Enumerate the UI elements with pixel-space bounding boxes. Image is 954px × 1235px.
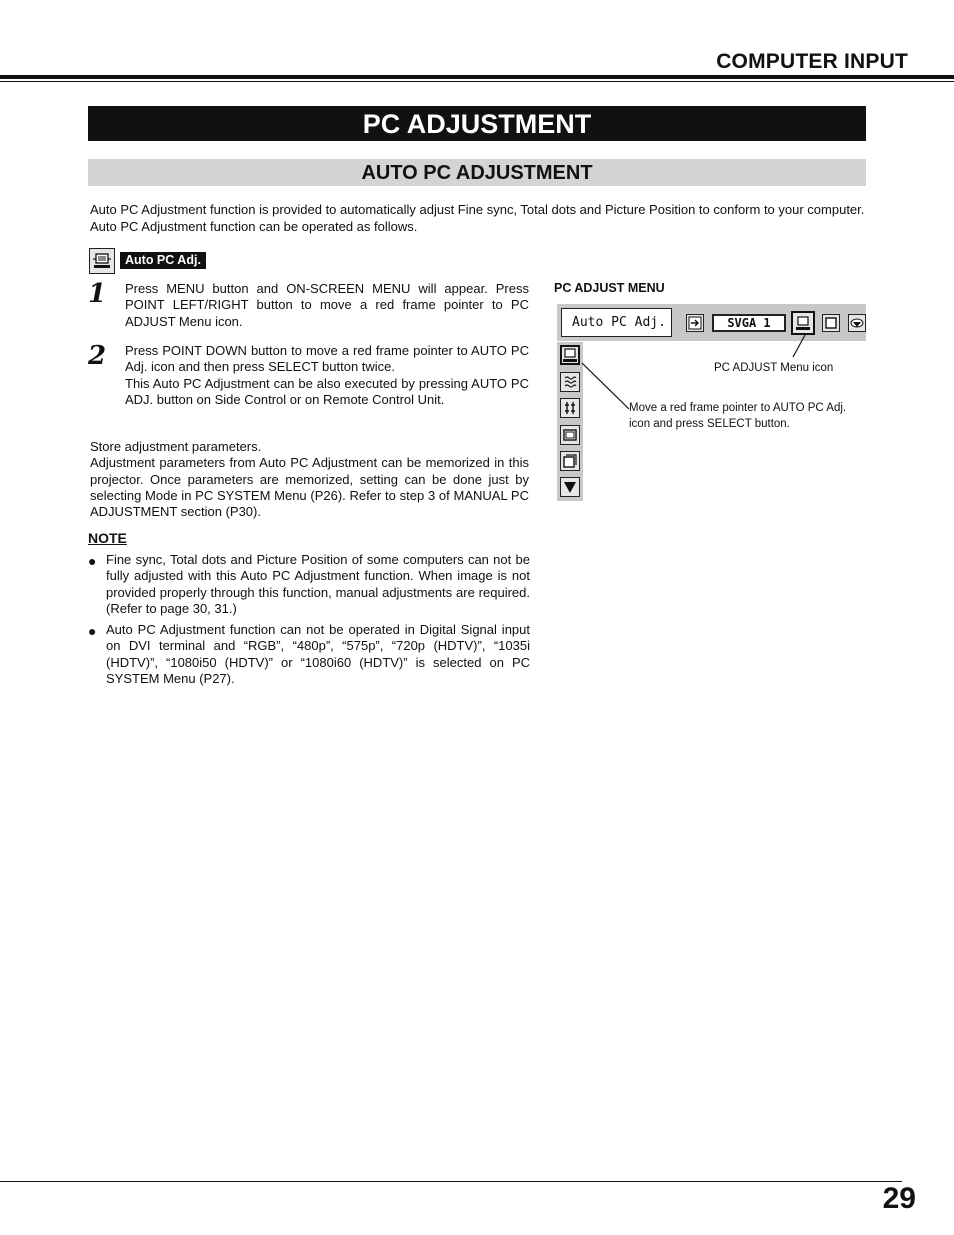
page-title: PC ADJUSTMENT (88, 106, 866, 141)
bullet-icon: ● (88, 623, 97, 639)
menu-heading: PC ADJUST MENU (554, 281, 665, 295)
clamp-icon (560, 451, 580, 471)
note-item (88, 552, 530, 617)
step-text: Press MENU button and ON-SCREEN MENU will appear. Press POINT LEFT/RIGHT button to move a red frame pointer to PC ADJUST Menu icon. (125, 281, 529, 329)
mode-display: SVGA 1 (712, 314, 786, 332)
arrow-down-icon (560, 477, 580, 497)
page-number: 29 (882, 1182, 916, 1215)
callout-menu-icon: PC ADJUST Menu icon (714, 362, 834, 374)
store-body: Adjustment parameters from Auto PC Adjustment can be memorized in this projector. Once parameters are memorized, setting can be done just by selecting Mode in PC SYSTEM Menu (P26). Refer to step 3 of MANUAL PC ADJUSTMENT section (P30). (90, 455, 529, 520)
auto-pc-adj-label: Auto PC Adj. (120, 252, 206, 269)
step-number: 1 (88, 279, 107, 309)
section-label: COMPUTER INPUT (716, 50, 908, 73)
note-item (88, 622, 530, 687)
callout-pointer: Move a red frame pointer to AUTO PC Adj. icon and press SELECT button. (629, 402, 847, 430)
store-section (90, 439, 529, 520)
step-text: Press POINT DOWN button to move a red frame pointer to AUTO PC Adj. icon and then press SELECT button twice. (125, 343, 529, 375)
header-rule-thin (0, 81, 954, 82)
bullet-icon: ● (88, 553, 97, 569)
store-heading: Store adjustment parameters. (90, 439, 262, 454)
intro-paragraph: Auto PC Adjustment function is provided to automatically adjust Fine sync, Total dots and Picture Position to conform to your computer. Auto PC Adjustment function can be operated as follows. (90, 202, 865, 234)
step-text-extra: This Auto PC Adjustment can be also executed by pressing AUTO PC ADJ. button on Side Control or on Remote Control Unit. (125, 376, 529, 408)
note-item-text: Fine sync, Total dots and Picture Position of some computers can not be fully adjusted with this Auto PC Adjustment function. When image is not provided properly through this function, manual adjustments are required. (Refer to page 30, 31.) (106, 552, 530, 616)
note-title: NOTE (88, 530, 127, 546)
menu-field: Auto PC Adj. (561, 308, 672, 337)
header-rule (0, 75, 954, 79)
position-icon (560, 425, 580, 445)
section-subtitle: AUTO PC ADJUSTMENT (88, 159, 866, 186)
step-number: 2 (88, 341, 107, 371)
monitor-icon (89, 248, 115, 274)
note-item-text: Auto PC Adjustment function can not be operated in Digital Signal input on DVI terminal and “RGB”, “480p”, “575p”, “720p (HDTV)”, “1035i (HDTV)”, “1080i50 (HDTV)” or “1080i60 (HDTV)” is selected on PC SYSTEM Menu (P27). (106, 622, 530, 686)
footer-rule (0, 1181, 902, 1182)
